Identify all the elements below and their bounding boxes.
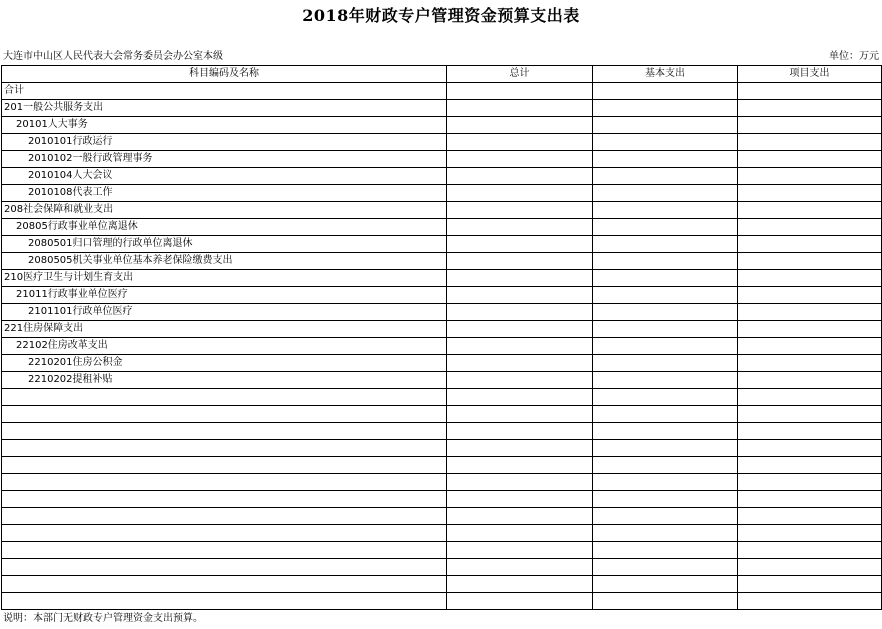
basic-cell	[593, 151, 738, 168]
total-cell	[447, 304, 593, 321]
subject-cell	[2, 525, 447, 542]
total-cell	[447, 576, 593, 593]
table-header-row	[2, 66, 882, 83]
total-cell	[447, 236, 593, 253]
basic-cell	[593, 83, 738, 100]
subject-cell: 合计	[2, 83, 447, 100]
project-cell	[738, 593, 882, 610]
table-row	[2, 117, 882, 134]
total-cell	[447, 474, 593, 491]
table-row	[2, 389, 882, 406]
project-cell	[738, 389, 882, 406]
subject-cell	[2, 389, 447, 406]
budget-table	[1, 65, 882, 610]
basic-cell	[593, 338, 738, 355]
project-cell	[738, 270, 882, 287]
total-cell	[447, 338, 593, 355]
project-cell	[738, 423, 882, 440]
subject-cell: 2080501归口管理的行政单位离退休	[2, 236, 447, 253]
table-row	[2, 287, 882, 304]
total-cell	[447, 440, 593, 457]
table-row	[2, 168, 882, 185]
subject-cell: 2080505机关事业单位基本养老保险缴费支出	[2, 253, 447, 270]
table-row	[2, 593, 882, 610]
table-row	[2, 253, 882, 270]
total-cell	[447, 491, 593, 508]
basic-cell	[593, 253, 738, 270]
subject-cell	[2, 440, 447, 457]
basic-cell	[593, 185, 738, 202]
total-cell	[447, 270, 593, 287]
footnote: 说明：本部门无财政专户管理资金支出预算。	[3, 613, 203, 624]
basic-cell	[593, 593, 738, 610]
total-cell	[447, 321, 593, 338]
table-row	[2, 559, 882, 576]
subject-cell	[2, 576, 447, 593]
table-row	[2, 355, 882, 372]
table-row	[2, 491, 882, 508]
basic-cell	[593, 117, 738, 134]
basic-cell	[593, 168, 738, 185]
subject-cell: 20101人大事务	[2, 117, 447, 134]
subject-cell: 2210202提租补贴	[2, 372, 447, 389]
basic-cell	[593, 304, 738, 321]
total-cell	[447, 372, 593, 389]
basic-cell	[593, 406, 738, 423]
subject-cell	[2, 474, 447, 491]
project-cell	[738, 508, 882, 525]
total-cell	[447, 355, 593, 372]
table-row	[2, 406, 882, 423]
subject-cell: 221住房保障支出	[2, 321, 447, 338]
total-cell	[447, 559, 593, 576]
table-row	[2, 474, 882, 491]
subject-cell	[2, 542, 447, 559]
table-row	[2, 304, 882, 321]
total-cell	[447, 457, 593, 474]
project-cell	[738, 559, 882, 576]
project-cell	[738, 440, 882, 457]
project-cell	[738, 168, 882, 185]
basic-cell	[593, 559, 738, 576]
organization-name: 大连市中山区人民代表大会常务委员会办公室本级	[3, 51, 223, 62]
total-cell	[447, 202, 593, 219]
project-cell	[738, 287, 882, 304]
table-row	[2, 508, 882, 525]
subject-cell	[2, 593, 447, 610]
total-cell	[447, 406, 593, 423]
subject-cell: 208社会保障和就业支出	[2, 202, 447, 219]
table-row	[2, 372, 882, 389]
table-row	[2, 151, 882, 168]
project-cell	[738, 253, 882, 270]
basic-cell	[593, 508, 738, 525]
total-cell	[447, 100, 593, 117]
project-cell	[738, 236, 882, 253]
project-cell	[738, 100, 882, 117]
table-row	[2, 525, 882, 542]
project-cell	[738, 457, 882, 474]
total-cell	[447, 593, 593, 610]
project-cell	[738, 134, 882, 151]
subject-cell: 22102住房改革支出	[2, 338, 447, 355]
basic-cell	[593, 474, 738, 491]
basic-cell	[593, 100, 738, 117]
basic-cell	[593, 423, 738, 440]
unit-label: 单位：万元	[829, 51, 879, 62]
subject-cell: 20805行政事业单位离退休	[2, 219, 447, 236]
basic-cell	[593, 576, 738, 593]
total-cell	[447, 542, 593, 559]
project-cell	[738, 151, 882, 168]
subject-cell: 2210201住房公积金	[2, 355, 447, 372]
table-row	[2, 457, 882, 474]
total-cell	[447, 117, 593, 134]
total-cell	[447, 525, 593, 542]
header-info	[3, 50, 879, 64]
table-row	[2, 270, 882, 287]
basic-cell	[593, 389, 738, 406]
table-row	[2, 185, 882, 202]
basic-cell	[593, 321, 738, 338]
subject-cell: 21011行政事业单位医疗	[2, 287, 447, 304]
basic-cell	[593, 287, 738, 304]
basic-cell	[593, 440, 738, 457]
basic-cell	[593, 134, 738, 151]
subject-cell	[2, 406, 447, 423]
table-row	[2, 440, 882, 457]
total-cell	[447, 253, 593, 270]
total-cell	[447, 134, 593, 151]
basic-cell	[593, 355, 738, 372]
project-cell	[738, 338, 882, 355]
total-cell	[447, 287, 593, 304]
project-cell	[738, 525, 882, 542]
table-row	[2, 576, 882, 593]
project-cell	[738, 202, 882, 219]
table-row	[2, 423, 882, 440]
basic-cell	[593, 270, 738, 287]
column-header-basic: 基本支出	[593, 66, 738, 83]
column-header-project: 项目支出	[738, 66, 882, 83]
total-cell	[447, 185, 593, 202]
project-cell	[738, 83, 882, 100]
project-cell	[738, 491, 882, 508]
page-title: 2018年财政专户管理资金预算支出表	[302, 6, 580, 25]
basic-cell	[593, 491, 738, 508]
subject-cell: 201一般公共服务支出	[2, 100, 447, 117]
total-cell	[447, 219, 593, 236]
project-cell	[738, 321, 882, 338]
table-row	[2, 236, 882, 253]
project-cell	[738, 185, 882, 202]
basic-cell	[593, 202, 738, 219]
subject-cell	[2, 491, 447, 508]
subject-cell: 2010104人大会议	[2, 168, 447, 185]
subject-cell: 2101101行政单位医疗	[2, 304, 447, 321]
project-cell	[738, 372, 882, 389]
project-cell	[738, 474, 882, 491]
total-cell	[447, 508, 593, 525]
table-row	[2, 219, 882, 236]
basic-cell	[593, 236, 738, 253]
table-row	[2, 321, 882, 338]
subject-cell	[2, 559, 447, 576]
project-cell	[738, 219, 882, 236]
subject-cell	[2, 457, 447, 474]
basic-cell	[593, 219, 738, 236]
subject-cell: 2010101行政运行	[2, 134, 447, 151]
table-row	[2, 542, 882, 559]
subject-cell: 2010108代表工作	[2, 185, 447, 202]
total-cell	[447, 151, 593, 168]
subject-cell	[2, 423, 447, 440]
total-cell	[447, 168, 593, 185]
basic-cell	[593, 372, 738, 389]
total-cell	[447, 423, 593, 440]
subject-cell: 210医疗卫生与计划生育支出	[2, 270, 447, 287]
table-row	[2, 83, 882, 100]
basic-cell	[593, 542, 738, 559]
project-cell	[738, 406, 882, 423]
table-row	[2, 100, 882, 117]
column-header-total: 总计	[447, 66, 593, 83]
subject-cell	[2, 508, 447, 525]
basic-cell	[593, 457, 738, 474]
total-cell	[447, 389, 593, 406]
table-body	[2, 83, 882, 610]
project-cell	[738, 304, 882, 321]
column-header-subject: 科目编码及名称	[2, 66, 447, 83]
table-row	[2, 134, 882, 151]
project-cell	[738, 117, 882, 134]
project-cell	[738, 576, 882, 593]
total-cell	[447, 83, 593, 100]
project-cell	[738, 355, 882, 372]
table-row	[2, 202, 882, 219]
project-cell	[738, 542, 882, 559]
basic-cell	[593, 525, 738, 542]
subject-cell: 2010102一般行政管理事务	[2, 151, 447, 168]
table-row	[2, 338, 882, 355]
